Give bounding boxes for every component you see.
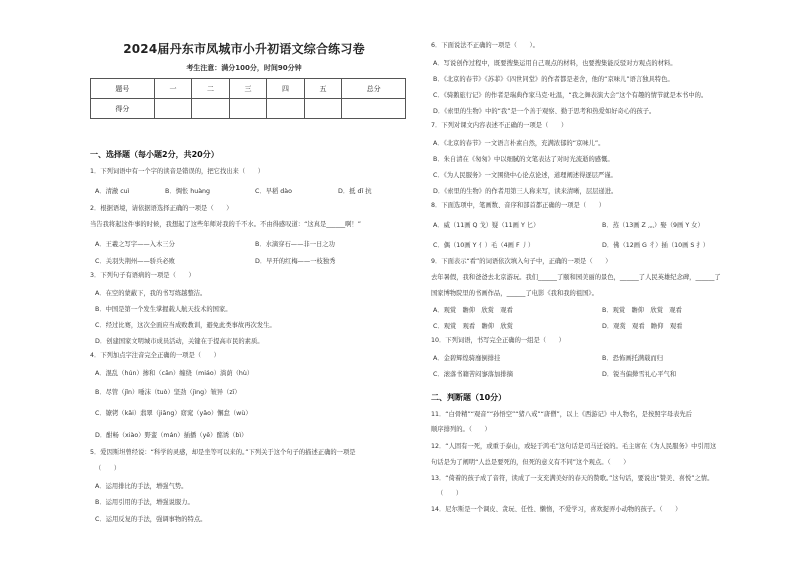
- option-a[interactable]: A．观赏 瞻仰 欣赏 观看: [433, 307, 513, 314]
- option-b[interactable]: B．尽管（jǐn）唾沫（tuò）坚劲（jìng）皱异（zī）: [95, 389, 241, 396]
- score-cell[interactable]: [267, 99, 305, 119]
- score-header-cell: 总分: [342, 79, 406, 99]
- option-a[interactable]: A．在空的蒙蔽下，我的书写练越整洁。: [95, 290, 207, 297]
- option-a[interactable]: A．清澈 cuì: [95, 188, 130, 195]
- option-d[interactable]: D．佛（12画 G 彳）插（10画 S 扌）: [602, 242, 710, 249]
- question-stem: 10．下列词语，书写完全正确的一组是（ ）: [431, 337, 565, 344]
- question-stem: 2．根据语境，请依据语选择正确的一项是（ ）: [90, 205, 233, 212]
- judgement-question: 顺序排列的。（ ）: [431, 426, 491, 433]
- section2-heading: 二、判断题（10分）: [431, 393, 507, 402]
- option-b[interactable]: B．水滴穿石——非一日之功: [255, 241, 335, 248]
- option-c[interactable]: C．早稻 dào: [255, 188, 292, 195]
- option-d[interactable]: D．《索里的生物》中的“我”是一个善于观察、勤于思考和热爱如好奇心的孩子。: [433, 108, 656, 115]
- exam-notice: 考生注意：满分100分，时间90分钟: [186, 64, 302, 72]
- option-d[interactable]: D．创建国家文明城市成员活动，关键在于提高市民的素质。: [95, 338, 264, 345]
- question-stem: 6．下面说法不正确的一项是（ ）。: [431, 42, 539, 49]
- score-header-cell: 一: [154, 79, 192, 99]
- option-b[interactable]: B．恐怖画托满载而归: [602, 355, 663, 362]
- judgement-question: 13．“倚着的孩子成了音符，读成了一支充满美好的春天的赞歌。”这句话，要说出“赞美、喜悦”之情。: [431, 475, 714, 482]
- question-stem: 8．下面选项中，笔画数、音序和部首都正确的一项是（ ）: [431, 202, 606, 209]
- score-header-cell: 四: [267, 79, 305, 99]
- question-context: 当告我将起这件事的时候，我想起了这些年师对我的千不水。不由得感叹道：“这真是______啊！”: [90, 221, 361, 228]
- option-c[interactable]: C．《为人民服务》一文围绕中心论点论述，道理阐述得逐层严谨。: [433, 172, 617, 179]
- option-a[interactable]: A．金碧辉煌骑靡倒排挂: [433, 355, 501, 362]
- option-d[interactable]: D．《索里的生物》的作者用第三人称来写，读来清晰，层层递进。: [433, 188, 618, 195]
- score-table: [90, 78, 406, 119]
- score-cell[interactable]: [229, 99, 267, 119]
- option-b[interactable]: B．中国是第一个发生掌握载人航天技术的国家。: [95, 306, 232, 313]
- judgement-question: 句话是为了阐明“人总是要死的，但死的意义有不同”这个观点。（ ）: [431, 459, 630, 466]
- option-d[interactable]: D．酣畅（xiào）野蛮（mán）插播（yē）酩诱（bì）: [95, 432, 248, 439]
- option-b[interactable]: B．惆怅 huàng: [165, 188, 211, 195]
- question-stem: 7．下列对课文内容表述不正确的一项是（ ）: [431, 122, 568, 129]
- option-a[interactable]: A．威（11画 Q 戈）疑（11画 Y 匕）: [433, 222, 540, 229]
- question-context: 国家博物院里的书画作品，______了电影《我和我的祖国》。: [431, 290, 598, 297]
- option-d[interactable]: D．观赏 观看 瞻仰 观看: [602, 323, 683, 330]
- option-a[interactable]: A．写说创作过程中，既要搜集运用自己观点的材料，也要搜集能反驳对方观点的材料。: [433, 60, 677, 67]
- option-a[interactable]: A．王羲之写字——入木三分: [95, 241, 175, 248]
- judgement-question: 14．尼尔斯是一个调皮、贪玩、任性、懒惰，不爱学习，喜欢捉弄小动物的孩子。（ ）: [431, 506, 682, 513]
- score-table-header-row: [91, 79, 406, 99]
- answer-blank[interactable]: （ ）: [95, 465, 121, 472]
- judgement-question: 11．“白骨精”“观音”“孙悟空”“猪八戒”“唐僧”，以上《西游记》中人物名，是按照字母表先后: [431, 411, 693, 418]
- question-stem: 5．爱因斯坦曾经说：“科学的灵感，却是坐等可以来的。”下列关于这个句子的描述正确的一项是: [90, 449, 356, 456]
- question-stem: 4．下列加点字注音完全正确的一项是（ ）: [90, 352, 220, 359]
- judgement-question: 12．“人固有一死，或重于泰山，或轻于鸿毛”这句话是司马迁说的。毛主席在《为人民服务》中引用这: [431, 443, 717, 450]
- option-b[interactable]: B．蒸（13画 Z 灬）娶（9画 Y 女）: [602, 222, 704, 229]
- option-a[interactable]: A．混乱（hún）掺和（cān）缠绕（miáo）淌荫（hù）: [95, 370, 254, 377]
- score-cell[interactable]: [192, 99, 230, 119]
- option-a[interactable]: A．运用排比的手法，增强气势。: [95, 483, 188, 490]
- option-d[interactable]: D．锐当偏撵雪礼心平气和: [602, 371, 677, 378]
- question-stem: 9．下面表示“看”的词语依次填入句子中，正确的一项是（ ）: [431, 258, 612, 265]
- score-header-cell: 三: [229, 79, 267, 99]
- score-cell[interactable]: [154, 99, 192, 119]
- score-row-label: 得分: [91, 99, 155, 119]
- answer-blank[interactable]: （ ）: [437, 490, 463, 497]
- option-d[interactable]: D．抵 dǐ 抗: [338, 188, 372, 195]
- option-c[interactable]: C．《骑鹅旅行记》的作者是瑞典作家马克·吐温，“我之舞表演大会”这个有趣的情节就是本书中的。: [433, 92, 708, 99]
- question-stem: 1．下列词语中有一个字的读音是错误的，把它找出来（ ）: [90, 168, 265, 175]
- option-b[interactable]: B．观赏 瞻仰 欣赏 观看: [602, 307, 682, 314]
- option-c[interactable]: C．经过比赛，这次全面应当成败教训，避免此类事故再次发生。: [95, 322, 276, 329]
- option-b[interactable]: B．朱自清在《匆匆》中以细腻的文笔表达了对时光流逝的感慨。: [433, 156, 614, 163]
- score-header-cell: 五: [304, 79, 342, 99]
- score-cell[interactable]: [342, 99, 406, 119]
- section1-heading: 一、选择题（每小题2分，共20分）: [90, 150, 219, 159]
- option-b[interactable]: B．《北京的春节》《苏菲》《四世同堂》的作者都是老舍，他的“京味儿”语言独具特色。: [433, 76, 674, 83]
- option-c[interactable]: C．偶（10画 Y 亻）毛（4画 F 丿）: [433, 242, 535, 249]
- page-title: 2024届丹东市凤城市小升初语文综合练习卷: [123, 42, 365, 56]
- score-cell[interactable]: [304, 99, 342, 119]
- option-c[interactable]: C．滚落书籍苦闷寥落加排摘: [433, 371, 513, 378]
- question-stem: 3．下列句子有语病的一项是（ ）: [90, 272, 195, 279]
- option-c[interactable]: C．运用反复的手法，强调事物的特点。: [95, 516, 207, 523]
- option-c[interactable]: C．关羽失荆州——骄兵必败: [95, 258, 175, 265]
- option-a[interactable]: A．《北京的春节》一文语言朴素自然，充满浓郁的“京味儿”。: [433, 140, 605, 147]
- score-header-cell: 题号: [91, 79, 155, 99]
- option-d[interactable]: D．早开的红梅——一枝独秀: [255, 258, 336, 265]
- option-c[interactable]: C．镣铐（kǎi）翡翠（jiāng）窈窕（yǎo）懈怠（wù）: [95, 410, 252, 417]
- option-b[interactable]: B．运用引用的手法，增强说服力。: [95, 499, 194, 506]
- option-c[interactable]: C．观赏 观看 瞻仰 欣赏: [433, 323, 513, 330]
- score-header-cell: 二: [192, 79, 230, 99]
- question-context: 去年暑假，我和爸爸去北京游玩。我们______了颐和园美丽的景色，______了人民英雄纪念碑，______了: [431, 274, 721, 281]
- score-table-score-row: [91, 99, 406, 119]
